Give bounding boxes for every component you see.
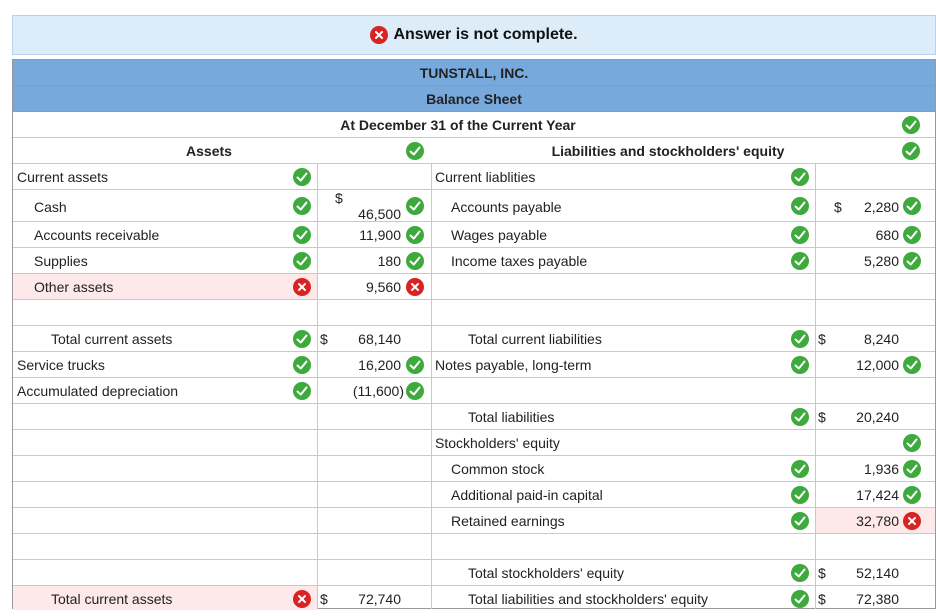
notes-payable-input[interactable]: 12,000 <box>856 357 899 373</box>
income-taxes-input[interactable]: 5,280 <box>863 253 899 269</box>
date-row <box>13 112 935 138</box>
incorrect-icon <box>293 590 311 608</box>
statement-date: At December 31 of the Current Year <box>340 117 576 133</box>
row-accumulated-depreciation <box>13 378 935 404</box>
total-se-label: Total stockholders' equity <box>468 565 624 581</box>
row-other-assets <box>13 274 935 300</box>
total-liabilities-label: Total liabilities <box>468 409 555 425</box>
total-assets-input[interactable]: 72,740 <box>358 591 401 607</box>
total-liabilities-input[interactable]: 20,240 <box>856 409 899 425</box>
retained-earnings-label: Retained earnings <box>451 513 565 529</box>
row-common-stock <box>13 456 935 482</box>
assets-heading: Assets <box>186 143 232 159</box>
status-text: Answer is not complete. <box>393 26 578 43</box>
tcl-dollar: $ <box>818 331 826 347</box>
income-taxes-label: Income taxes payable <box>451 253 588 269</box>
row-stockholders-equity <box>13 430 935 456</box>
check-icon <box>293 252 311 270</box>
row-totals <box>13 586 935 612</box>
total-le-input[interactable]: 72,380 <box>856 591 899 607</box>
stockholders-equity-label: Stockholders' equity <box>435 435 560 451</box>
row-total-current <box>13 326 935 352</box>
liabilities-heading: Liabilities and stockholders' equity <box>551 143 785 159</box>
check-icon <box>791 226 809 244</box>
row-service-trucks <box>13 352 935 378</box>
empty-row <box>13 534 935 560</box>
total-current-liabilities-input[interactable]: 8,240 <box>863 331 899 347</box>
cash-input[interactable]: 46,500 <box>358 206 401 222</box>
check-icon <box>903 486 921 504</box>
other-assets-input[interactable]: 9,560 <box>365 279 401 295</box>
check-icon <box>406 252 424 270</box>
check-icon <box>903 434 921 452</box>
row-total-liabilities <box>13 404 935 430</box>
ta-dollar: $ <box>320 591 328 607</box>
check-icon <box>791 590 809 608</box>
ap-dollar: $ <box>834 199 842 215</box>
supplies-label: Supplies <box>34 253 88 269</box>
incorrect-icon <box>903 512 921 530</box>
check-icon <box>903 197 921 215</box>
check-icon <box>293 168 311 186</box>
total-assets-label: Total current assets <box>51 591 173 607</box>
balance-sheet <box>12 59 936 609</box>
current-assets-label: Current assets <box>17 169 109 185</box>
row-supplies <box>13 248 935 274</box>
check-icon <box>293 226 311 244</box>
row-retained-earnings <box>13 508 935 534</box>
service-trucks-label: Service trucks <box>17 357 105 373</box>
check-icon <box>293 356 311 374</box>
company-name: TUNSTALL, INC. <box>13 60 935 86</box>
row-current-headings <box>13 164 935 190</box>
check-icon <box>791 408 809 426</box>
total-current-liabilities-label: Total current liabilities <box>468 331 602 347</box>
statement-title: Balance Sheet <box>13 86 935 112</box>
service-trucks-input[interactable]: 16,200 <box>358 357 401 373</box>
row-accounts-receivable <box>13 222 935 248</box>
retained-earnings-input[interactable]: 32,780 <box>856 513 899 529</box>
notes-payable-label: Notes payable, long-term <box>435 357 592 373</box>
check-icon <box>791 486 809 504</box>
check-icon <box>293 330 311 348</box>
check-icon <box>791 330 809 348</box>
check-icon <box>406 356 424 374</box>
total-le-label: Total liabilities and stockholders' equity <box>468 591 709 607</box>
ar-input[interactable]: 11,900 <box>359 227 401 243</box>
check-icon <box>791 460 809 478</box>
check-icon <box>903 226 921 244</box>
check-icon <box>293 382 311 400</box>
common-stock-label: Common stock <box>451 461 545 477</box>
check-icon <box>791 512 809 530</box>
common-stock-input[interactable]: 1,936 <box>863 461 899 477</box>
check-icon <box>406 382 424 400</box>
apic-label: Additional paid-in capital <box>451 487 603 503</box>
row-apic <box>13 482 935 508</box>
accounts-payable-label: Accounts payable <box>451 199 562 215</box>
tca-dollar: $ <box>320 331 328 347</box>
check-icon <box>903 356 921 374</box>
wages-payable-label: Wages payable <box>451 227 547 243</box>
empty-row <box>13 300 935 326</box>
column-heading-row <box>13 138 935 164</box>
tl-dollar: $ <box>818 409 826 425</box>
check-icon <box>791 564 809 582</box>
tle-dollar: $ <box>818 591 826 607</box>
check-icon <box>791 168 809 186</box>
current-liabilities-label: Current liablities <box>435 169 536 185</box>
tse-dollar: $ <box>818 565 826 581</box>
check-icon <box>406 197 424 215</box>
ar-label: Accounts receivable <box>34 227 160 243</box>
check-icon <box>406 226 424 244</box>
total-current-assets-input[interactable]: 68,140 <box>358 331 401 347</box>
check-icon <box>791 252 809 270</box>
row-cash <box>13 190 935 222</box>
check-icon <box>406 142 424 160</box>
check-icon <box>791 197 809 215</box>
check-icon <box>903 252 921 270</box>
accumulated-depreciation-input[interactable]: (11,600) <box>352 383 404 399</box>
incorrect-icon <box>293 278 311 296</box>
cash-label: Cash <box>34 199 67 215</box>
check-icon <box>791 356 809 374</box>
row-total-se <box>13 560 935 586</box>
wages-payable-input[interactable]: 680 <box>875 227 899 243</box>
status-banner <box>12 15 936 55</box>
total-current-assets-label: Total current assets <box>51 331 173 347</box>
incorrect-icon <box>406 278 424 296</box>
check-icon <box>293 197 311 215</box>
check-icon <box>902 116 920 134</box>
total-se-input[interactable]: 52,140 <box>856 565 899 581</box>
check-icon <box>902 142 920 160</box>
other-assets-label: Other assets <box>34 279 114 295</box>
accounts-payable-input[interactable]: 2,280 <box>863 199 899 215</box>
accumulated-depreciation-label: Accumulated depreciation <box>17 383 179 399</box>
cash-dollar: $ <box>335 190 343 206</box>
apic-input[interactable]: 17,424 <box>856 487 899 503</box>
check-icon <box>903 460 921 478</box>
supplies-input[interactable]: 180 <box>377 253 401 269</box>
incorrect-icon <box>370 26 388 44</box>
